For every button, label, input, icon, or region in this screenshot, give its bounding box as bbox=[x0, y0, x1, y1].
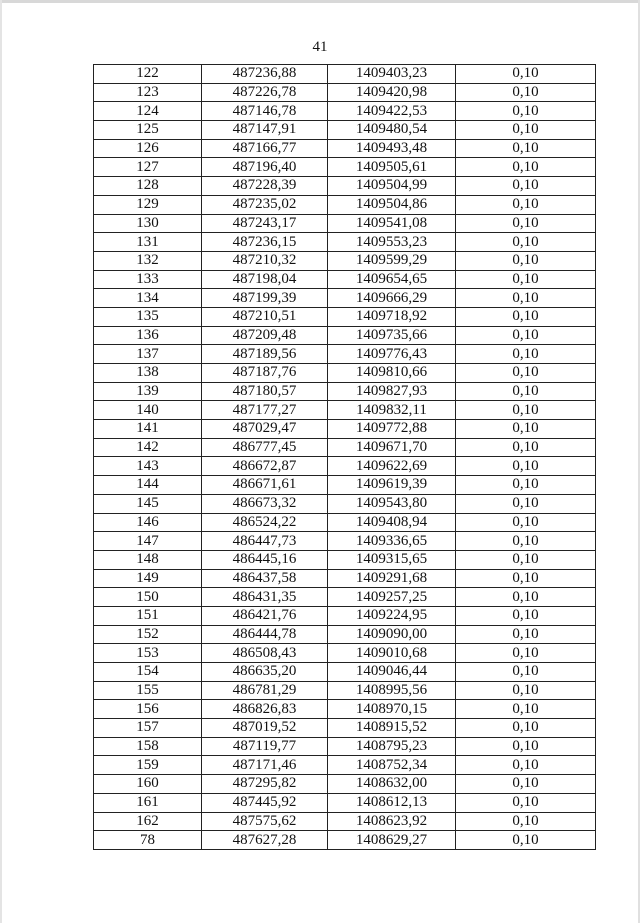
table-row bbox=[94, 364, 596, 383]
value-cell: 0,10 bbox=[456, 812, 596, 831]
x-coordinate-cell: 487166,77 bbox=[202, 139, 328, 158]
point-number-cell: 138 bbox=[94, 364, 202, 383]
point-number-cell: 144 bbox=[94, 476, 202, 495]
x-coordinate-cell: 486444,78 bbox=[202, 625, 328, 644]
x-coordinate-cell: 487226,78 bbox=[202, 83, 328, 102]
point-number-cell: 134 bbox=[94, 289, 202, 308]
table-row bbox=[94, 345, 596, 364]
point-number-cell: 156 bbox=[94, 700, 202, 719]
x-coordinate-cell: 487019,52 bbox=[202, 719, 328, 738]
table-row bbox=[94, 793, 596, 812]
y-coordinate-cell: 1409090,00 bbox=[328, 625, 456, 644]
x-coordinate-cell: 486781,29 bbox=[202, 681, 328, 700]
table-row bbox=[94, 737, 596, 756]
value-cell: 0,10 bbox=[456, 83, 596, 102]
y-coordinate-cell: 1409224,95 bbox=[328, 606, 456, 625]
table-row bbox=[94, 233, 596, 252]
y-coordinate-cell: 1408612,13 bbox=[328, 793, 456, 812]
value-cell: 0,10 bbox=[456, 121, 596, 140]
point-number-cell: 135 bbox=[94, 307, 202, 326]
y-coordinate-cell: 1409772,88 bbox=[328, 420, 456, 439]
x-coordinate-cell: 486445,16 bbox=[202, 550, 328, 569]
y-coordinate-cell: 1409504,86 bbox=[328, 195, 456, 214]
x-coordinate-cell: 487198,04 bbox=[202, 270, 328, 289]
value-cell: 0,10 bbox=[456, 382, 596, 401]
point-number-cell: 159 bbox=[94, 756, 202, 775]
x-coordinate-cell: 487187,76 bbox=[202, 364, 328, 383]
point-number-cell: 133 bbox=[94, 270, 202, 289]
y-coordinate-cell: 1409291,68 bbox=[328, 569, 456, 588]
value-cell: 0,10 bbox=[456, 513, 596, 532]
table-row bbox=[94, 158, 596, 177]
y-coordinate-cell: 1409046,44 bbox=[328, 663, 456, 682]
x-coordinate-cell: 487575,62 bbox=[202, 812, 328, 831]
point-number-cell: 122 bbox=[94, 65, 202, 84]
x-coordinate-cell: 486635,20 bbox=[202, 663, 328, 682]
y-coordinate-cell: 1408623,92 bbox=[328, 812, 456, 831]
value-cell: 0,10 bbox=[456, 401, 596, 420]
x-coordinate-cell: 486431,35 bbox=[202, 588, 328, 607]
y-coordinate-cell: 1409654,65 bbox=[328, 270, 456, 289]
value-cell: 0,10 bbox=[456, 345, 596, 364]
y-coordinate-cell: 1408632,00 bbox=[328, 775, 456, 794]
x-coordinate-cell: 487180,57 bbox=[202, 382, 328, 401]
y-coordinate-cell: 1409010,68 bbox=[328, 644, 456, 663]
coordinates-table-body bbox=[94, 65, 596, 850]
x-coordinate-cell: 487627,28 bbox=[202, 831, 328, 850]
y-coordinate-cell: 1408795,23 bbox=[328, 737, 456, 756]
point-number-cell: 152 bbox=[94, 625, 202, 644]
x-coordinate-cell: 486447,73 bbox=[202, 532, 328, 551]
table-row bbox=[94, 700, 596, 719]
table-row bbox=[94, 420, 596, 439]
table-row bbox=[94, 719, 596, 738]
point-number-cell: 155 bbox=[94, 681, 202, 700]
y-coordinate-cell: 1409505,61 bbox=[328, 158, 456, 177]
table-row bbox=[94, 606, 596, 625]
point-number-cell: 140 bbox=[94, 401, 202, 420]
point-number-cell: 130 bbox=[94, 214, 202, 233]
value-cell: 0,10 bbox=[456, 139, 596, 158]
point-number-cell: 125 bbox=[94, 121, 202, 140]
value-cell: 0,10 bbox=[456, 494, 596, 513]
x-coordinate-cell: 487295,82 bbox=[202, 775, 328, 794]
x-coordinate-cell: 487236,88 bbox=[202, 65, 328, 84]
point-number-cell: 153 bbox=[94, 644, 202, 663]
page-number: 41 bbox=[312, 39, 328, 55]
value-cell: 0,10 bbox=[456, 251, 596, 270]
point-number-cell: 137 bbox=[94, 345, 202, 364]
point-number-cell: 146 bbox=[94, 513, 202, 532]
point-number-cell: 124 bbox=[94, 102, 202, 121]
table-row bbox=[94, 831, 596, 850]
table-row bbox=[94, 476, 596, 495]
y-coordinate-cell: 1409827,93 bbox=[328, 382, 456, 401]
x-coordinate-cell: 486777,45 bbox=[202, 438, 328, 457]
point-number-cell: 136 bbox=[94, 326, 202, 345]
x-coordinate-cell: 487210,32 bbox=[202, 251, 328, 270]
y-coordinate-cell: 1409599,29 bbox=[328, 251, 456, 270]
table-row bbox=[94, 494, 596, 513]
x-coordinate-cell: 486421,76 bbox=[202, 606, 328, 625]
table-row bbox=[94, 663, 596, 682]
table-row bbox=[94, 121, 596, 140]
value-cell: 0,10 bbox=[456, 476, 596, 495]
y-coordinate-cell: 1409553,23 bbox=[328, 233, 456, 252]
value-cell: 0,10 bbox=[456, 775, 596, 794]
point-number-cell: 132 bbox=[94, 251, 202, 270]
table-row bbox=[94, 644, 596, 663]
y-coordinate-cell: 1409622,69 bbox=[328, 457, 456, 476]
value-cell: 0,10 bbox=[456, 158, 596, 177]
x-coordinate-cell: 487177,27 bbox=[202, 401, 328, 420]
point-number-cell: 128 bbox=[94, 177, 202, 196]
value-cell: 0,10 bbox=[456, 307, 596, 326]
point-number-cell: 129 bbox=[94, 195, 202, 214]
value-cell: 0,10 bbox=[456, 233, 596, 252]
y-coordinate-cell: 1409408,94 bbox=[328, 513, 456, 532]
x-coordinate-cell: 487147,91 bbox=[202, 121, 328, 140]
value-cell: 0,10 bbox=[456, 177, 596, 196]
x-coordinate-cell: 487189,56 bbox=[202, 345, 328, 364]
y-coordinate-cell: 1409420,98 bbox=[328, 83, 456, 102]
table-row bbox=[94, 214, 596, 233]
y-coordinate-cell: 1408995,56 bbox=[328, 681, 456, 700]
table-row bbox=[94, 625, 596, 644]
y-coordinate-cell: 1408752,34 bbox=[328, 756, 456, 775]
y-coordinate-cell: 1409541,08 bbox=[328, 214, 456, 233]
scan-left-edge bbox=[0, 0, 2, 923]
point-number-cell: 161 bbox=[94, 793, 202, 812]
x-coordinate-cell: 486672,87 bbox=[202, 457, 328, 476]
y-coordinate-cell: 1409504,99 bbox=[328, 177, 456, 196]
x-coordinate-cell: 487196,40 bbox=[202, 158, 328, 177]
y-coordinate-cell: 1409776,43 bbox=[328, 345, 456, 364]
point-number-cell: 150 bbox=[94, 588, 202, 607]
table-row bbox=[94, 457, 596, 476]
point-number-cell: 126 bbox=[94, 139, 202, 158]
table-row bbox=[94, 270, 596, 289]
table-row bbox=[94, 289, 596, 308]
x-coordinate-cell: 486508,43 bbox=[202, 644, 328, 663]
value-cell: 0,10 bbox=[456, 420, 596, 439]
x-coordinate-cell: 487029,47 bbox=[202, 420, 328, 439]
value-cell: 0,10 bbox=[456, 663, 596, 682]
table-row bbox=[94, 83, 596, 102]
y-coordinate-cell: 1409336,65 bbox=[328, 532, 456, 551]
table-row bbox=[94, 102, 596, 121]
table-row bbox=[94, 139, 596, 158]
table-row bbox=[94, 251, 596, 270]
value-cell: 0,10 bbox=[456, 270, 596, 289]
scan-top-edge bbox=[0, 0, 640, 3]
table-row bbox=[94, 438, 596, 457]
x-coordinate-cell: 487210,51 bbox=[202, 307, 328, 326]
point-number-cell: 142 bbox=[94, 438, 202, 457]
value-cell: 0,10 bbox=[456, 457, 596, 476]
table-row bbox=[94, 532, 596, 551]
coordinates-table bbox=[93, 64, 596, 850]
y-coordinate-cell: 1409735,66 bbox=[328, 326, 456, 345]
x-coordinate-cell: 486671,61 bbox=[202, 476, 328, 495]
point-number-cell: 141 bbox=[94, 420, 202, 439]
point-number-cell: 131 bbox=[94, 233, 202, 252]
x-coordinate-cell: 487445,92 bbox=[202, 793, 328, 812]
value-cell: 0,10 bbox=[456, 831, 596, 850]
value-cell: 0,10 bbox=[456, 681, 596, 700]
point-number-cell: 158 bbox=[94, 737, 202, 756]
point-number-cell: 147 bbox=[94, 532, 202, 551]
table-row bbox=[94, 681, 596, 700]
point-number-cell: 123 bbox=[94, 83, 202, 102]
table-row bbox=[94, 307, 596, 326]
value-cell: 0,10 bbox=[456, 700, 596, 719]
value-cell: 0,10 bbox=[456, 588, 596, 607]
value-cell: 0,10 bbox=[456, 438, 596, 457]
value-cell: 0,10 bbox=[456, 532, 596, 551]
y-coordinate-cell: 1409666,29 bbox=[328, 289, 456, 308]
y-coordinate-cell: 1409832,11 bbox=[328, 401, 456, 420]
table-row bbox=[94, 513, 596, 532]
value-cell: 0,10 bbox=[456, 214, 596, 233]
table-row bbox=[94, 569, 596, 588]
table-row bbox=[94, 775, 596, 794]
x-coordinate-cell: 486524,22 bbox=[202, 513, 328, 532]
value-cell: 0,10 bbox=[456, 326, 596, 345]
value-cell: 0,10 bbox=[456, 756, 596, 775]
x-coordinate-cell: 487119,77 bbox=[202, 737, 328, 756]
value-cell: 0,10 bbox=[456, 644, 596, 663]
x-coordinate-cell: 487236,15 bbox=[202, 233, 328, 252]
y-coordinate-cell: 1408915,52 bbox=[328, 719, 456, 738]
value-cell: 0,10 bbox=[456, 195, 596, 214]
value-cell: 0,10 bbox=[456, 550, 596, 569]
value-cell: 0,10 bbox=[456, 102, 596, 121]
point-number-cell: 78 bbox=[94, 831, 202, 850]
x-coordinate-cell: 487228,39 bbox=[202, 177, 328, 196]
point-number-cell: 157 bbox=[94, 719, 202, 738]
table-row bbox=[94, 177, 596, 196]
value-cell: 0,10 bbox=[456, 65, 596, 84]
x-coordinate-cell: 487146,78 bbox=[202, 102, 328, 121]
table-row bbox=[94, 326, 596, 345]
y-coordinate-cell: 1408629,27 bbox=[328, 831, 456, 850]
table-row bbox=[94, 65, 596, 84]
table-row bbox=[94, 382, 596, 401]
x-coordinate-cell: 486826,83 bbox=[202, 700, 328, 719]
point-number-cell: 154 bbox=[94, 663, 202, 682]
point-number-cell: 160 bbox=[94, 775, 202, 794]
value-cell: 0,10 bbox=[456, 625, 596, 644]
value-cell: 0,10 bbox=[456, 606, 596, 625]
y-coordinate-cell: 1409619,39 bbox=[328, 476, 456, 495]
y-coordinate-cell: 1409315,65 bbox=[328, 550, 456, 569]
y-coordinate-cell: 1409543,80 bbox=[328, 494, 456, 513]
table-row bbox=[94, 195, 596, 214]
value-cell: 0,10 bbox=[456, 719, 596, 738]
value-cell: 0,10 bbox=[456, 364, 596, 383]
y-coordinate-cell: 1409480,54 bbox=[328, 121, 456, 140]
x-coordinate-cell: 487171,46 bbox=[202, 756, 328, 775]
y-coordinate-cell: 1408970,15 bbox=[328, 700, 456, 719]
point-number-cell: 162 bbox=[94, 812, 202, 831]
point-number-cell: 139 bbox=[94, 382, 202, 401]
value-cell: 0,10 bbox=[456, 569, 596, 588]
point-number-cell: 148 bbox=[94, 550, 202, 569]
point-number-cell: 149 bbox=[94, 569, 202, 588]
y-coordinate-cell: 1409493,48 bbox=[328, 139, 456, 158]
table-row bbox=[94, 550, 596, 569]
x-coordinate-cell: 487243,17 bbox=[202, 214, 328, 233]
value-cell: 0,10 bbox=[456, 737, 596, 756]
x-coordinate-cell: 486673,32 bbox=[202, 494, 328, 513]
x-coordinate-cell: 487199,39 bbox=[202, 289, 328, 308]
point-number-cell: 145 bbox=[94, 494, 202, 513]
table-row bbox=[94, 588, 596, 607]
value-cell: 0,10 bbox=[456, 289, 596, 308]
value-cell: 0,10 bbox=[456, 793, 596, 812]
y-coordinate-cell: 1409718,92 bbox=[328, 307, 456, 326]
y-coordinate-cell: 1409671,70 bbox=[328, 438, 456, 457]
y-coordinate-cell: 1409422,53 bbox=[328, 102, 456, 121]
table-row bbox=[94, 812, 596, 831]
point-number-cell: 143 bbox=[94, 457, 202, 476]
y-coordinate-cell: 1409257,25 bbox=[328, 588, 456, 607]
y-coordinate-cell: 1409403,23 bbox=[328, 65, 456, 84]
point-number-cell: 151 bbox=[94, 606, 202, 625]
y-coordinate-cell: 1409810,66 bbox=[328, 364, 456, 383]
x-coordinate-cell: 487235,02 bbox=[202, 195, 328, 214]
table-row bbox=[94, 401, 596, 420]
x-coordinate-cell: 487209,48 bbox=[202, 326, 328, 345]
point-number-cell: 127 bbox=[94, 158, 202, 177]
x-coordinate-cell: 486437,58 bbox=[202, 569, 328, 588]
table-row bbox=[94, 756, 596, 775]
